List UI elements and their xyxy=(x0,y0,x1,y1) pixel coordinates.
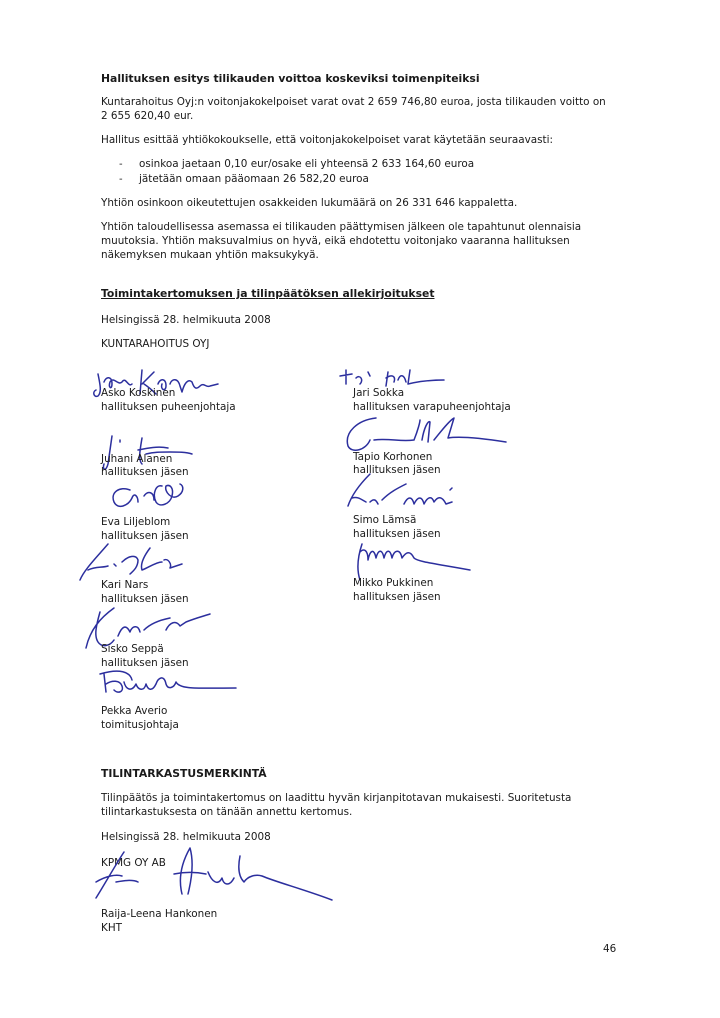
signatory-name: Sisko Seppä xyxy=(101,643,164,655)
signatory-name: Tapio Korhonen xyxy=(353,451,433,463)
paragraph-distributable-funds: Kuntarahoitus Oyj:n voitonjakokelpoiset varat ovat 2 659 746,80 euroa, josta tilikauden voitto on xyxy=(101,96,606,108)
paragraph-audit-statement: Tilinpäätös ja toimintakertomus on laadittu hyvän kirjanpitotavan mukaisesti. Suoritetusta xyxy=(101,792,572,804)
section-title-profit-proposal: Hallituksen esitys tilikauden voittoa koskeviksi toimenpiteiksi xyxy=(101,72,480,85)
signatory-role: toimitusjohtaja xyxy=(101,719,179,731)
signatory-name: Juhani Alanen xyxy=(101,453,173,465)
signatory-name: Eva Liljeblom xyxy=(101,516,171,528)
signatory-role: hallituksen jäsen xyxy=(101,530,189,542)
signatory-role: hallituksen jäsen xyxy=(101,593,189,605)
signatory-name: Mikko Pukkinen xyxy=(353,577,434,589)
auditor-name: Raija-Leena Hankonen xyxy=(101,908,218,920)
signatory-role: hallituksen jäsen xyxy=(101,466,189,478)
paragraph-financial-position: Yhtiön taloudellisessa asemassa ei tilikauden päättymisen jälkeen ole tapahtunut olennaisia xyxy=(101,221,582,233)
section-title-audit-note: TILINTARKASTUSMERKINTÄ xyxy=(101,767,267,780)
paragraph-financial-position-cont: muutoksia. Yhtiön maksuvalmius on hyvä, eikä ehdotettu voitonjako vaaranna hallituksen xyxy=(101,235,570,247)
signature-eva-liljeblom xyxy=(100,476,200,516)
company-name: KUNTARAHOITUS OYJ xyxy=(101,338,210,350)
section-title-signatures: Toimintakertomuksen ja tilinpäätöksen allekirjoitukset xyxy=(101,287,435,300)
place-date: Helsingissä 28. helmikuuta 2008 xyxy=(101,314,271,326)
paragraph-distributable-funds-cont: 2 655 620,40 eur. xyxy=(101,110,194,122)
audit-place-date: Helsingissä 28. helmikuuta 2008 xyxy=(101,831,271,843)
signatory-role: hallituksen varapuheenjohtaja xyxy=(353,401,511,413)
paragraph-board-proposal: Hallitus esittää yhtiökokoukselle, että voitonjakokelpoiset varat käytetään seuraavasti: xyxy=(101,134,554,146)
signatory-role: hallituksen jäsen xyxy=(353,591,441,603)
signatory-role: hallituksen jäsen xyxy=(353,528,441,540)
signature-pekka-averio xyxy=(90,664,250,704)
signatory-name: Jari Sokka xyxy=(353,387,405,399)
signatory-name: Simo Lämsä xyxy=(353,514,417,526)
bullet-marker: - xyxy=(119,159,123,170)
signature-simo-lamsa xyxy=(340,470,480,518)
signatory-role: hallituksen jäsen xyxy=(353,464,441,476)
signatory-role: hallituksen jäsen xyxy=(101,657,189,669)
auditor-title: KHT xyxy=(101,922,122,934)
signatory-name: Pekka Averio xyxy=(101,705,168,717)
signatory-role: hallituksen puheenjohtaja xyxy=(101,401,236,413)
paragraph-share-count: Yhtiön osinkoon oikeutettujen osakkeiden lukumäärä on 26 331 646 kappaletta. xyxy=(101,197,518,209)
list-item-equity: jätetään omaan pääomaan 26 582,20 euroa xyxy=(139,173,369,185)
bullet-marker: - xyxy=(119,174,123,185)
signatory-name: Kari Nars xyxy=(101,579,149,591)
list-item-dividend: osinkoa jaetaan 0,10 eur/osake eli yhteensä 2 633 164,60 euroa xyxy=(139,158,475,170)
page-number: 46 xyxy=(603,943,617,955)
paragraph-audit-statement-cont: tilintarkastuksesta on tänään annettu kertomus. xyxy=(101,806,353,818)
signatory-name: Asko Koskinen xyxy=(101,387,176,399)
signature-raija-leena-hankonen xyxy=(86,842,346,912)
audit-firm: KPMG OY AB xyxy=(101,857,166,869)
paragraph-financial-position-cont: näkemyksen mukaan yhtiön maksukykyä. xyxy=(101,249,319,261)
